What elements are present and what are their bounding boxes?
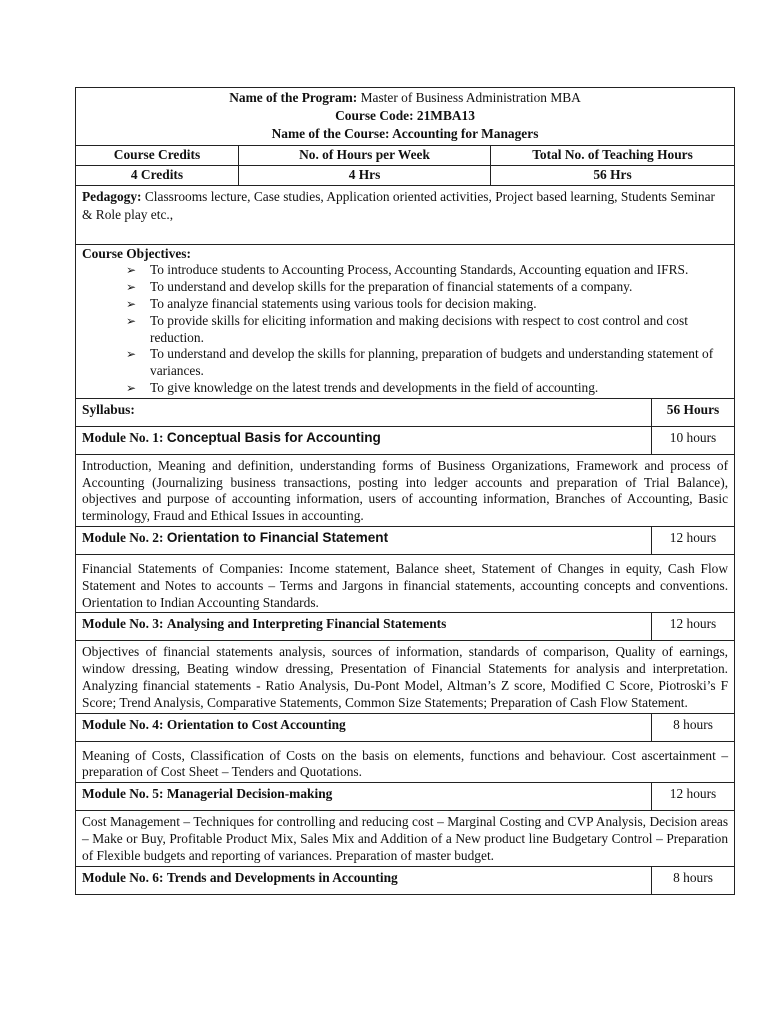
- objective-item: ➢ To give knowledge on the latest trends and developments in the field of accounting.: [126, 379, 599, 395]
- objectives-label: Course Objectives:: [82, 245, 191, 261]
- program-name: [82, 89, 728, 107]
- hours-per-week-header: No. of Hours per Week: [239, 146, 491, 166]
- syllabus-hours: 56 Hours: [652, 398, 735, 426]
- credits-value: 4 Credits: [76, 165, 239, 185]
- module-header-row: [76, 783, 735, 811]
- credits-header-row: [76, 146, 735, 166]
- module-content-row: [76, 454, 735, 526]
- module-heading: Module No. 5: Managerial Decision-making: [76, 783, 652, 811]
- module-content-row: [76, 641, 735, 713]
- syllabus-row: [76, 398, 735, 426]
- objective-item: ➢ To analyze financial statements using various tools for decision making.: [126, 295, 537, 311]
- module-heading: Module No. 6: Trends and Developments in Accounting: [76, 866, 652, 894]
- module-content-row: [76, 811, 735, 866]
- objective-item: ➢ To provide skills for eliciting information and making decisions with respect to cost control and cost reduction.: [126, 312, 688, 345]
- total-hours-value: 56 Hrs: [491, 165, 735, 185]
- module-hours: 12 hours: [652, 526, 735, 554]
- module-heading: Module No. 3: Analysing and Interpreting Financial Statements: [76, 613, 652, 641]
- module-heading: Module No. 1: Conceptual Basis for Accounting: [76, 426, 652, 454]
- pedagogy-cell: [76, 185, 735, 244]
- module-header-row: [76, 526, 735, 554]
- arrow-bullet-icon: ➢: [126, 380, 137, 395]
- objectives-list: [82, 262, 728, 396]
- program-value: Master of Business Administration MBA: [360, 90, 581, 105]
- module-hours: 10 hours: [652, 426, 735, 454]
- module-content: Cost Management – Techniques for controlling and reducing cost – Marginal Costing and CVP Analysis, Decision areas – Make or Buy, Profitable Product Mix, Sales Mix and Addition of a New product line Budgetary Control – Preparation of Flexible budgets and reporting of variances. Preparation of master budget.: [76, 811, 735, 866]
- module-heading: Module No. 4: Orientation to Cost Accounting: [76, 713, 652, 741]
- module-content-row: [76, 554, 735, 612]
- module-hours: 12 hours: [652, 613, 735, 641]
- program-label: Name of the Program:: [229, 90, 358, 105]
- module-content: Meaning of Costs, Classification of Costs on the basis on elements, functions and behaviour. Cost ascertainment – preparation of Cost Sheet – Tenders and Quotations.: [76, 741, 735, 783]
- module-content: Introduction, Meaning and definition, understanding forms of Business Organizations, Framework and process of Accounting (Journalizing business transactions, posting into ledger accounts and preparation of Trial Balance), objectives and purpose of accounting information, users of accounting information, Branches of Accounting, Basic terminology, Fraud and Ethical Issues in accounting.: [76, 454, 735, 526]
- module-header-row: [76, 866, 735, 894]
- pedagogy-row: [76, 185, 735, 244]
- hours-per-week-value: 4 Hrs: [239, 165, 491, 185]
- credits-header: Course Credits: [76, 146, 239, 166]
- arrow-bullet-icon: ➢: [126, 347, 137, 362]
- objectives-row: [76, 244, 735, 398]
- arrow-bullet-icon: ➢: [126, 313, 137, 328]
- objective-item: ➢ To understand and develop skills for the preparation of financial statements of a company.: [126, 279, 633, 295]
- arrow-bullet-icon: ➢: [126, 263, 137, 278]
- total-hours-header: Total No. of Teaching Hours: [491, 146, 735, 166]
- arrow-bullet-icon: ➢: [126, 280, 137, 295]
- program-header-row: [76, 88, 735, 146]
- module-content-row: [76, 741, 735, 783]
- objective-item: ➢ To introduce students to Accounting Process, Accounting Standards, Accounting equation and IFRS.: [126, 262, 689, 278]
- module-hours: 8 hours: [652, 866, 735, 894]
- module-content: Financial Statements of Companies: Income statement, Balance sheet, Statement of Changes in equity, Cash Flow Statement and Notes to accounts – Terms and Jargons in financial statements, accounting concepts and conventions. Orientation to Indian Accounting Standards.: [76, 554, 735, 612]
- module-hours: 12 hours: [652, 783, 735, 811]
- module-header-row: [76, 613, 735, 641]
- course-code: Course Code: 21MBA13: [335, 108, 475, 123]
- module-content: Objectives of financial statements analysis, sources of information, standards of comparison, Quality of earnings, window dressing, Beating window dressing, Presentation of Financial Statements for analysis and interpretation. Analyzing financial statements - Ratio Analysis, Du-Pont Model, Altman’s Z score, Modified C Score, Piotroski’s F Score; Trend Analysis, Comparative Statements, Common Size Statements; Preparation of Cash Flow Statement.: [76, 641, 735, 713]
- pedagogy-label: Pedagogy:: [82, 188, 142, 204]
- program-header: [76, 88, 735, 146]
- module-hours: 8 hours: [652, 713, 735, 741]
- objective-item: ➢ To understand and develop the skills for planning, preparation of budgets and understanding statement of variances.: [126, 346, 714, 379]
- course-table: [75, 87, 735, 895]
- course-name: Name of the Course: Accounting for Managers: [271, 126, 539, 141]
- module-header-row: [76, 426, 735, 454]
- objectives-cell: [76, 244, 735, 398]
- module-header-row: [76, 713, 735, 741]
- syllabus-document: [75, 87, 734, 895]
- module-heading: Module No. 2: Orientation to Financial Statement: [76, 526, 652, 554]
- arrow-bullet-icon: ➢: [126, 296, 137, 311]
- pedagogy-text: Classrooms lecture, Case studies, Application oriented activities, Project based learning, Students Seminar & Role play etc.,: [82, 188, 715, 222]
- syllabus-label: Syllabus:: [76, 398, 652, 426]
- credits-values-row: [76, 165, 735, 185]
